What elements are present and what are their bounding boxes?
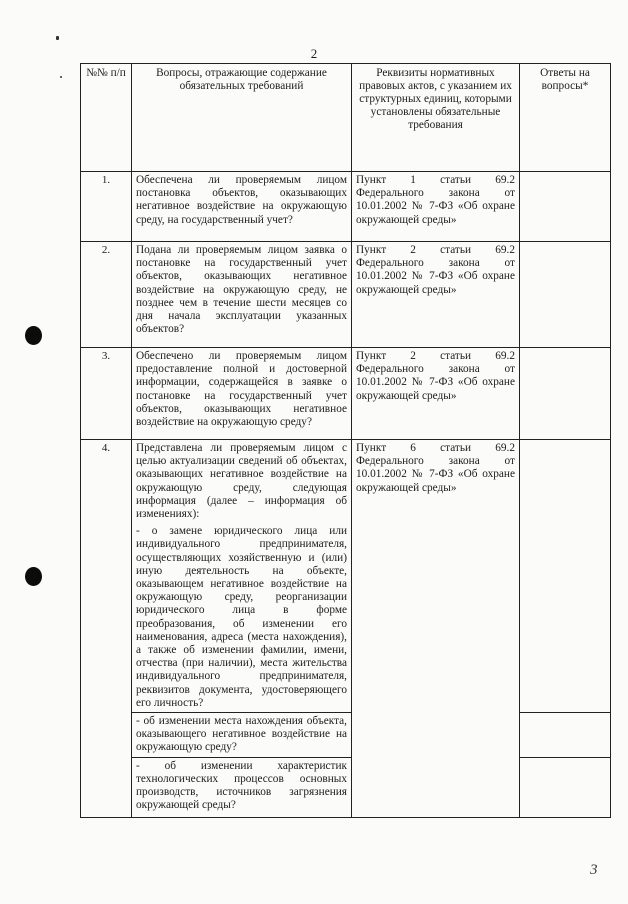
reference-text: Пункт 2 статьи 69.2 Федерального закона от 10.01.2002 № 7-ФЗ «Об охране окружающей среды» (352, 242, 520, 348)
scan-speck (60, 76, 62, 78)
header-reference: Реквизиты нормативных правовых актов, с указанием их структурных единиц, которыми установлены обязательные требования (352, 64, 520, 172)
answer-cell[interactable] (520, 757, 611, 817)
reference-text: Пункт 2 статьи 69.2 Федерального закона от 10.01.2002 № 7-ФЗ «Об охране окружающей среды» (352, 348, 520, 440)
question-text: Подана ли проверяемым лицом заявка о постановке на государственный учет объектов, оказывающих негативное воздействие на окружающую среду, не позднее чем в течение шести месяцев со дня начала эксплуатации указанных объектов? (132, 242, 352, 348)
row-number: 1. (81, 172, 132, 242)
reference-text: Пункт 1 статьи 69.2 Федерального закона от 10.01.2002 № 7-ФЗ «Об охране окружающей среды» (352, 172, 520, 242)
header-question: Вопросы, отражающие содержание обязательных требований (132, 64, 352, 172)
answer-cell[interactable] (520, 348, 611, 440)
table-subrow (81, 757, 611, 817)
question-text: Обеспечена ли проверяемым лицом постановка объектов, оказывающих негативное воздействие на окружающую среду, на государственный учет? (132, 172, 352, 242)
header-number: №№ п/п (81, 64, 132, 172)
question-text: Представлена ли проверяемым лицом с целью актуализации сведений об объектах, оказывающих негативное воздействие на окружающую среду, следующая информация (далее – информация об изменениях): (132, 440, 352, 524)
answer-cell[interactable] (520, 440, 611, 713)
row-number: 2. (81, 242, 132, 348)
sub-item-text: - о замене юридического лица или индивидуального предпринимателя, осуществляющих хозяйственную и (или) иную деятельность на объекте, оказывающем негативное воздействие на окружающую среду, реорганизации юридического лица в форме преобразования, об изменении его наименования, адреса (места нахождения), а также об изменении фамилии, имени, отчества (при наличии), места жительства индивидуального предпринимателя, реквизитов документа, удостоверяющего его личность? (132, 523, 352, 712)
table-row (81, 440, 611, 524)
requirements-table (80, 63, 611, 818)
page-number: 2 (310, 46, 318, 61)
header-answer: Ответы на вопросы* (520, 64, 611, 172)
handwritten-page-number: 3 (590, 862, 598, 878)
answer-cell[interactable] (520, 172, 611, 242)
punch-hole (25, 567, 42, 586)
reference-text: Пункт 6 статьи 69.2 Федерального закона от 10.01.2002 № 7-ФЗ «Об охране окружающей среды» (352, 440, 520, 818)
table-subrow (81, 713, 611, 758)
question-text: Обеспечено ли проверяемым лицом предоставление полной и достоверной информации, содержащейся в заявке о постановке на государственный учет объектов, оказывающих негативное воздействие на окружающую среду? (132, 348, 352, 440)
table-row (81, 172, 611, 242)
answer-cell[interactable] (520, 242, 611, 348)
punch-hole (25, 326, 42, 345)
table-row (81, 348, 611, 440)
sub-item-text: - об изменении характеристик технологических процессов основных производств, источников загрязнения окружающей среды? (132, 757, 352, 817)
header-row (81, 64, 611, 172)
table-row (81, 242, 611, 348)
sub-item-text: - об изменении места нахождения объекта, оказывающего негативное воздействие на окружающую среду? (132, 713, 352, 758)
row-number: 4. (81, 440, 132, 818)
scan-speck (56, 36, 59, 40)
row-number: 3. (81, 348, 132, 440)
answer-cell[interactable] (520, 713, 611, 758)
